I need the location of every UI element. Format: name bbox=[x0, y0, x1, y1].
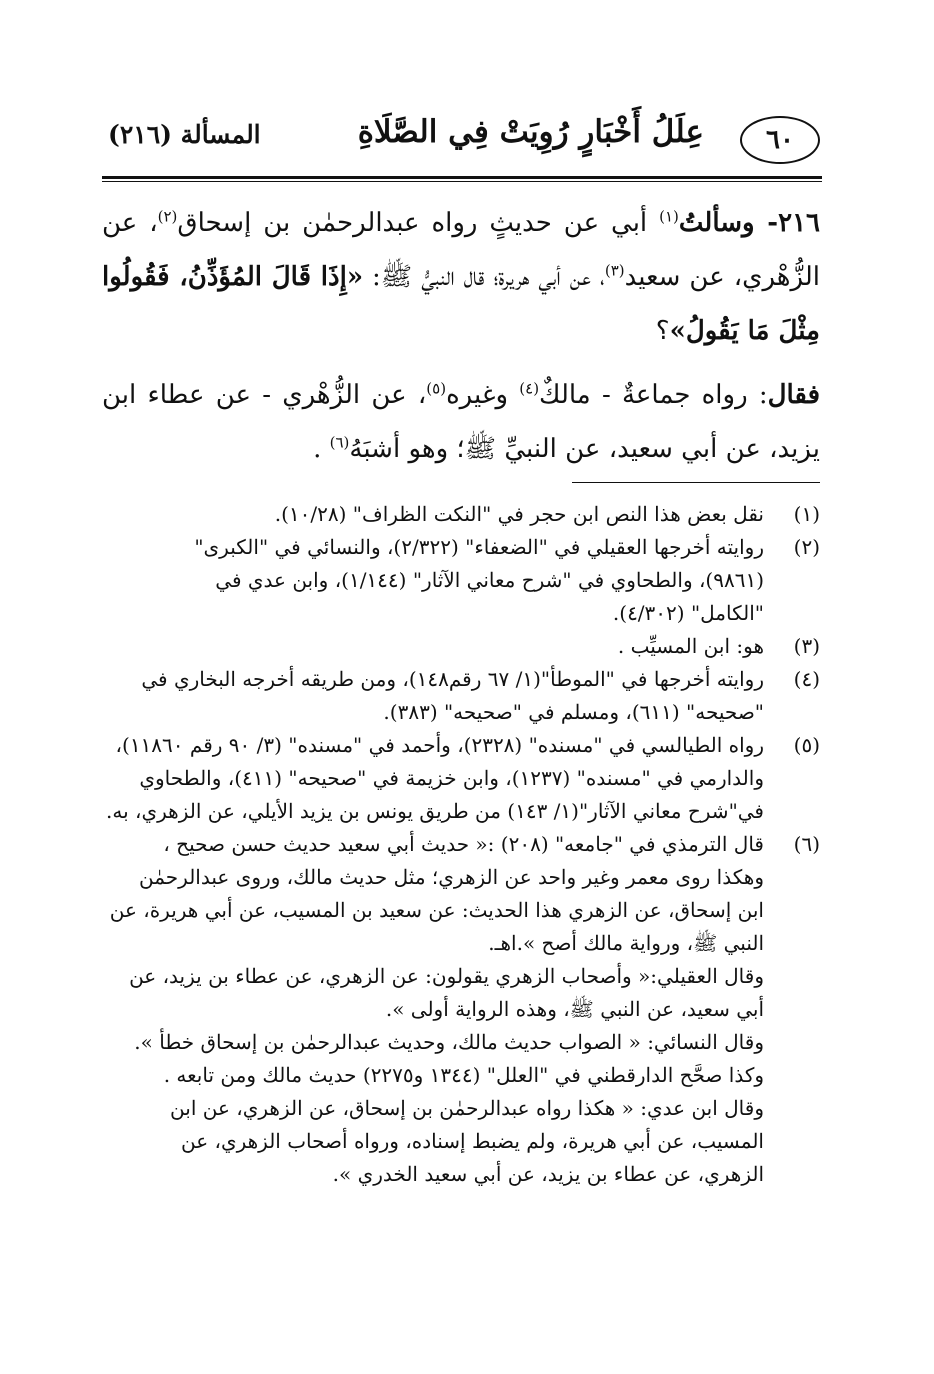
question-number: ٢١٦- وسألتُ bbox=[678, 208, 821, 238]
hadith-quote: «إِذَا قَالَ المُؤَذِّنُ، فَقُولُوا مِثْلَ مَا يَقُولُ» bbox=[102, 262, 820, 346]
footnote-line: "الكامل" (٤/٣٠٢). bbox=[612, 601, 764, 625]
page-number: ٦٠ bbox=[740, 116, 820, 164]
footnote-line: وهكذا روى معمر وغير واحد عن الزهري؛ مثل حديث مالك، وروى عبدالرحمٰن bbox=[139, 865, 764, 889]
footnote-continuation bbox=[102, 960, 764, 1191]
footnote-ref: (٢) bbox=[157, 207, 178, 226]
answer-lead: فقال bbox=[767, 380, 821, 410]
footnote-ref: (٦) bbox=[329, 433, 350, 452]
footnote-line: (٩٨٦١)، والطحاوي في "شرح معاني الآثار" (١/١٤٤)، وابن عدي في bbox=[215, 568, 764, 592]
footnote-line: روايته أخرجها العقيلي في "الضعفاء" (٢/٣٢٢)، والنسائي في "الكبرى" bbox=[194, 535, 764, 559]
footnotes bbox=[102, 498, 820, 1191]
footnote-number: (٤) bbox=[793, 667, 820, 691]
issue-label: المسألة (٢١٦) bbox=[108, 120, 261, 149]
book-title: عِلَلُ أَخْبَارٍ رُوِيَتْ فِي الصَّلَاةِ bbox=[357, 114, 704, 150]
footnote-text bbox=[102, 663, 764, 729]
footnote-number: (٣) bbox=[793, 634, 820, 658]
footnote-line: في"شرح معاني الآثار"(١/ ١٤٣) من طريق يونس بن يزيد الأيلي، عن الزهري، به. bbox=[106, 799, 764, 823]
footnote-item bbox=[102, 663, 820, 729]
footnote-ref: (٤) bbox=[519, 379, 540, 398]
footnote-text bbox=[102, 828, 764, 960]
answer-text: ، عن الزُّهْري - عن عطاء ابن يزيد، عن أبي سعيد، عن النبيِّ ﷺ؛ وهو أشبَهُ bbox=[102, 380, 820, 464]
answer-text: . bbox=[313, 434, 330, 464]
footnote-number: (١) bbox=[793, 502, 820, 526]
question-text: ؟ bbox=[655, 316, 670, 346]
answer-text: : رواه جماعةٌ - مالكٌ bbox=[539, 380, 768, 410]
footnote-number: (٦) bbox=[793, 832, 820, 856]
footnote-number: (٢) bbox=[793, 535, 820, 559]
question-text: ، عن أبي هريرة؛ قال النبيُّ ﷺ: bbox=[363, 262, 605, 292]
footnote-text bbox=[102, 729, 764, 828]
footnote-item bbox=[102, 630, 820, 663]
footnote-item bbox=[102, 498, 820, 531]
footnote-line: المسيب، عن أبي هريرة، ولم يضبط إسناده، ورواه أصحاب الزهري، عن bbox=[180, 1129, 764, 1153]
footnote-number: (٥) bbox=[793, 733, 820, 757]
question-text: أبي عن حديثٍ رواه عبدالرحمٰن بن إسحاق bbox=[177, 208, 648, 238]
footnote-line: "صحيحه" (٦١١)، ومسلم في "صحيحه" (٣٨٣). bbox=[383, 700, 764, 724]
footnote-item bbox=[102, 531, 820, 630]
answer-paragraph bbox=[102, 368, 820, 476]
footnote-line: رواه الطيالسي في "مسنده" (٢٣٢٨)، وأحمد في "مسنده" (٣/ ٩٠ رقم ١١٨٦٠)، bbox=[115, 733, 764, 757]
footnote-line: وقال العقيلي:« وأصحاب الزهري يقولون: عن الزهري، عن عطاء بن يزيد، عن bbox=[129, 964, 764, 988]
footnote-text bbox=[102, 531, 764, 630]
header-rule-thin bbox=[102, 181, 822, 182]
footnote-line: وقال النسائي: « الصواب حديث مالك، وحديث عبدالرحمٰن بن إسحاق خطأ ». bbox=[134, 1030, 764, 1054]
header-rule-thick bbox=[102, 176, 822, 179]
footnote-ref: (٣) bbox=[604, 261, 625, 280]
main-text bbox=[102, 196, 820, 476]
answer-text: وغيره bbox=[446, 380, 520, 410]
question-paragraph bbox=[102, 196, 820, 358]
footnote-separator bbox=[572, 482, 820, 483]
footnote-line: وكذا صحَّح الدارقطني في "العلل" (١٣٤٤ و٢٢٧٥) حديث مالك ومن تابعه . bbox=[163, 1063, 764, 1087]
footnote-text bbox=[102, 630, 764, 663]
footnote-line: نقل بعض هذا النص ابن حجر في "النكت الظراف" (١٠/٢٨). bbox=[274, 502, 764, 526]
footnote-item bbox=[102, 729, 820, 828]
question-text: ، عن الزُّهْري، عن سعيد bbox=[102, 208, 821, 292]
footnote-line: ابن إسحاق، عن الزهري هذا الحديث: عن سعيد بن المسيب، عن أبي هريرة، عن bbox=[109, 898, 764, 922]
footnote-line: النبي ﷺ، ورواية مالك أصح ».اهـ. bbox=[488, 931, 764, 955]
footnote-line: والدارمي في "مسنده" (١٢٣٧)، وابن خزيمة في "صحيحه" (٤١١)، والطحاوي bbox=[139, 766, 764, 790]
footnote-line: أبي سعيد، عن النبي ﷺ، وهذه الرواية أولى ». bbox=[385, 997, 764, 1021]
footnote-line: الزهري، عن عطاء بن يزيد، عن أبي سعيد الخدري ». bbox=[332, 1162, 764, 1186]
footnote-line: قال الترمذي في "جامعه" (٢٠٨) :« حديث أبي سعيد حديث حسن صحيح ، bbox=[163, 832, 764, 856]
page-header bbox=[102, 112, 820, 176]
footnote-line: روايته أخرجها في "الموطأ"(١/ ٦٧ رقم١٤٨)، ومن طريقه أخرجه البخاري في bbox=[141, 667, 764, 691]
footnote-ref: (١) bbox=[659, 207, 679, 226]
footnote-line: وقال ابن عدي: « هكذا رواه عبدالرحمٰن بن إسحاق، عن الزهري، عن ابن bbox=[170, 1096, 764, 1120]
footnote-item bbox=[102, 828, 820, 960]
footnote-line: هو: ابن المسيِّب . bbox=[617, 634, 764, 658]
footnote-text bbox=[102, 498, 764, 531]
footnote-ref: (٥) bbox=[426, 379, 447, 398]
